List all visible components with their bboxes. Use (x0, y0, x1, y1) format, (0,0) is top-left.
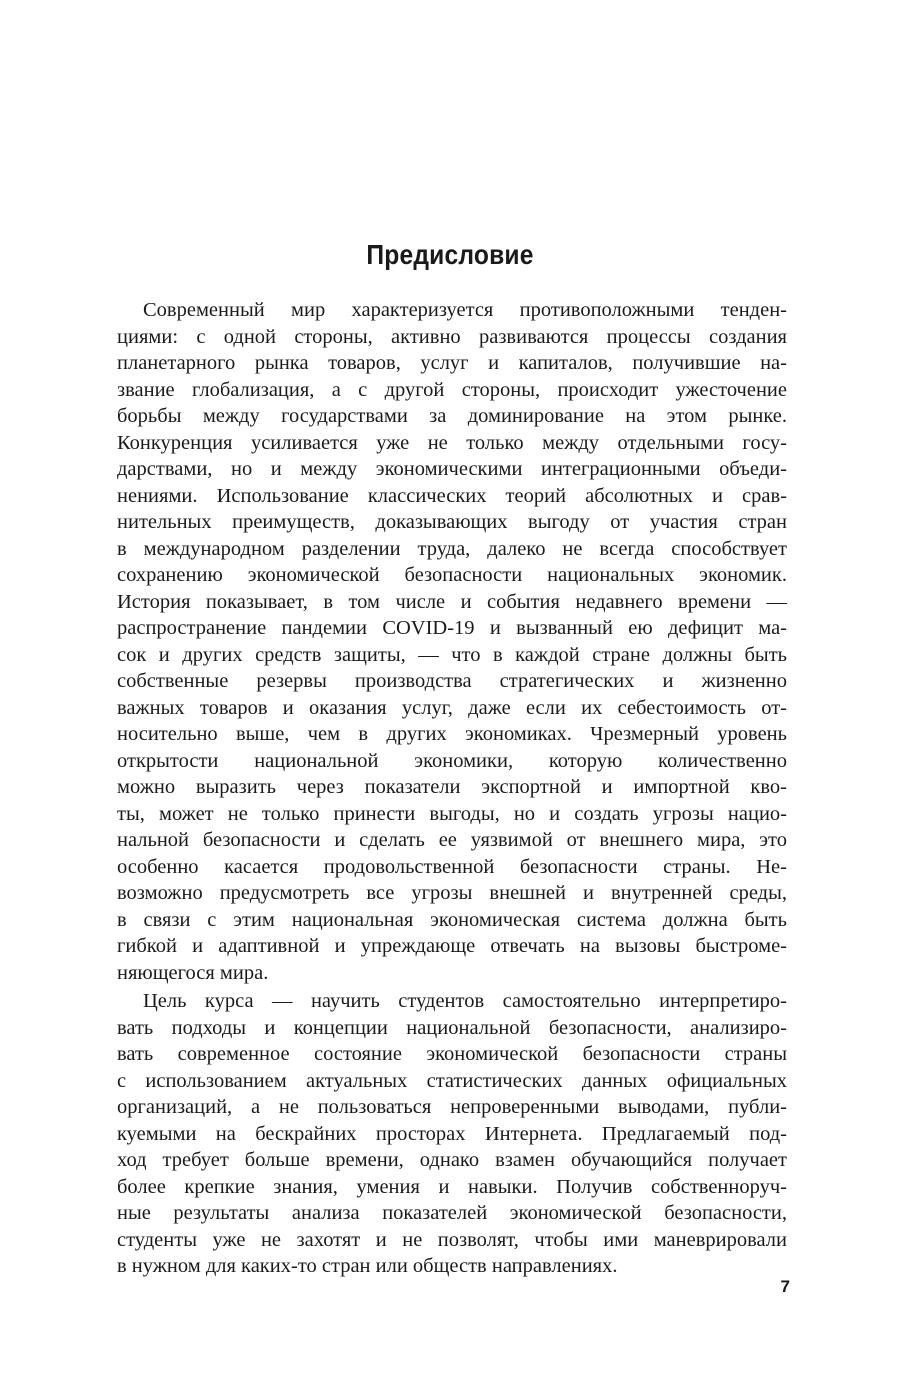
text-line: циями: с одной стороны, активно развиваются процессы создания (117, 325, 787, 348)
text-line: нительных преимуществ, доказывающих выгоду от участия стран (117, 511, 787, 533)
page-title: Предисловие (366, 238, 534, 270)
text-line: куемыми на бескрайних просторах Интернета. Предлагаемый под- (117, 1122, 787, 1145)
text-line: можно выразить через показатели экспортной и импортной кво- (117, 776, 787, 798)
text-line: сохранению экономической безопасности национальных экономик. (117, 564, 787, 586)
text-line: важных товаров и оказания услуг, даже если их себестоимость от- (117, 696, 787, 719)
text-line: нальной безопасности и сделать ее уязвимой от внешнего мира, это (117, 829, 787, 851)
paragraph-2 (117, 988, 787, 1280)
body-text (117, 297, 787, 1280)
text-line: нениями. Использование классических теорий абсолютных и срав- (117, 484, 787, 507)
text-line: в нужном для каких-то стран или обществ направлениях. (117, 1255, 618, 1277)
text-line: особенно касается продовольственной безопасности страны. Не- (117, 855, 787, 878)
text-line: Современный мир характеризуется противоположными тенден- (143, 299, 787, 321)
text-line: собственные резервы производства стратегических и жизненно (117, 670, 787, 692)
text-line: планетарного рынка товаров, услуг и капиталов, получившие на- (117, 352, 787, 374)
text-line: Конкуренция усиливается уже не только между отдельными госу- (117, 431, 787, 454)
text-line: ные результаты анализа показателей экономической безопасности, (117, 1202, 787, 1224)
text-line: в международном разделении труда, далеко не всегда способствует (117, 537, 787, 560)
text-line: студенты уже не захотят и не позволят, чтобы ими маневрировали (117, 1228, 787, 1251)
text-line: няющегося мира. (117, 961, 269, 984)
text-line: возможно предусмотреть все угрозы внешней и внутренней среды, (117, 882, 787, 904)
text-line: гибкой и адаптивной и упреждающе отвечать на вызовы быстроме- (117, 935, 787, 957)
text-line: в связи с этим национальная экономическая система должна быть (117, 908, 787, 931)
text-line: борьбы между государствами за доминирование на этом рынке. (117, 405, 787, 427)
text-line: дарствами, но и между экономическими интеграционными объеди- (117, 458, 787, 480)
text-line: Цель курса — научить студентов самостоятельно интерпретиро- (143, 990, 787, 1012)
text-line: с использованием актуальных статистических данных официальных (117, 1069, 787, 1092)
text-line: организаций, а не пользоваться непроверенными выводами, публи- (117, 1096, 787, 1118)
text-line: сок и других средств защиты, — что в каждой стране должны быть (117, 643, 787, 666)
text-line: ход требует больше времени, однако взамен обучающийся получает (117, 1149, 787, 1171)
text-line: носительно выше, чем в других экономиках. Чрезмерный уровень (117, 723, 787, 745)
paragraph-1 (117, 297, 787, 986)
text-line: распространение пандемии COVID-19 и вызванный ею дефицит ма- (117, 617, 787, 639)
text-line: звание глобализация, а с другой стороны, происходит ужесточение (117, 378, 787, 401)
text-line: История показывает, в том числе и события недавнего времени — (117, 590, 787, 613)
text-line: вать подходы и концепции национальной безопасности, анализиро- (117, 1016, 787, 1039)
text-line: более крепкие знания, умения и навыки. Получив собственноруч- (117, 1175, 787, 1198)
text-line: ты, может не только принести выгоды, но и создать угрозы нацио- (117, 802, 787, 825)
text-line: вать современное состояние экономической безопасности страны (117, 1043, 787, 1065)
text-line: открытости национальной экономики, которую количественно (117, 749, 787, 772)
page-number: 7 (780, 1277, 790, 1296)
